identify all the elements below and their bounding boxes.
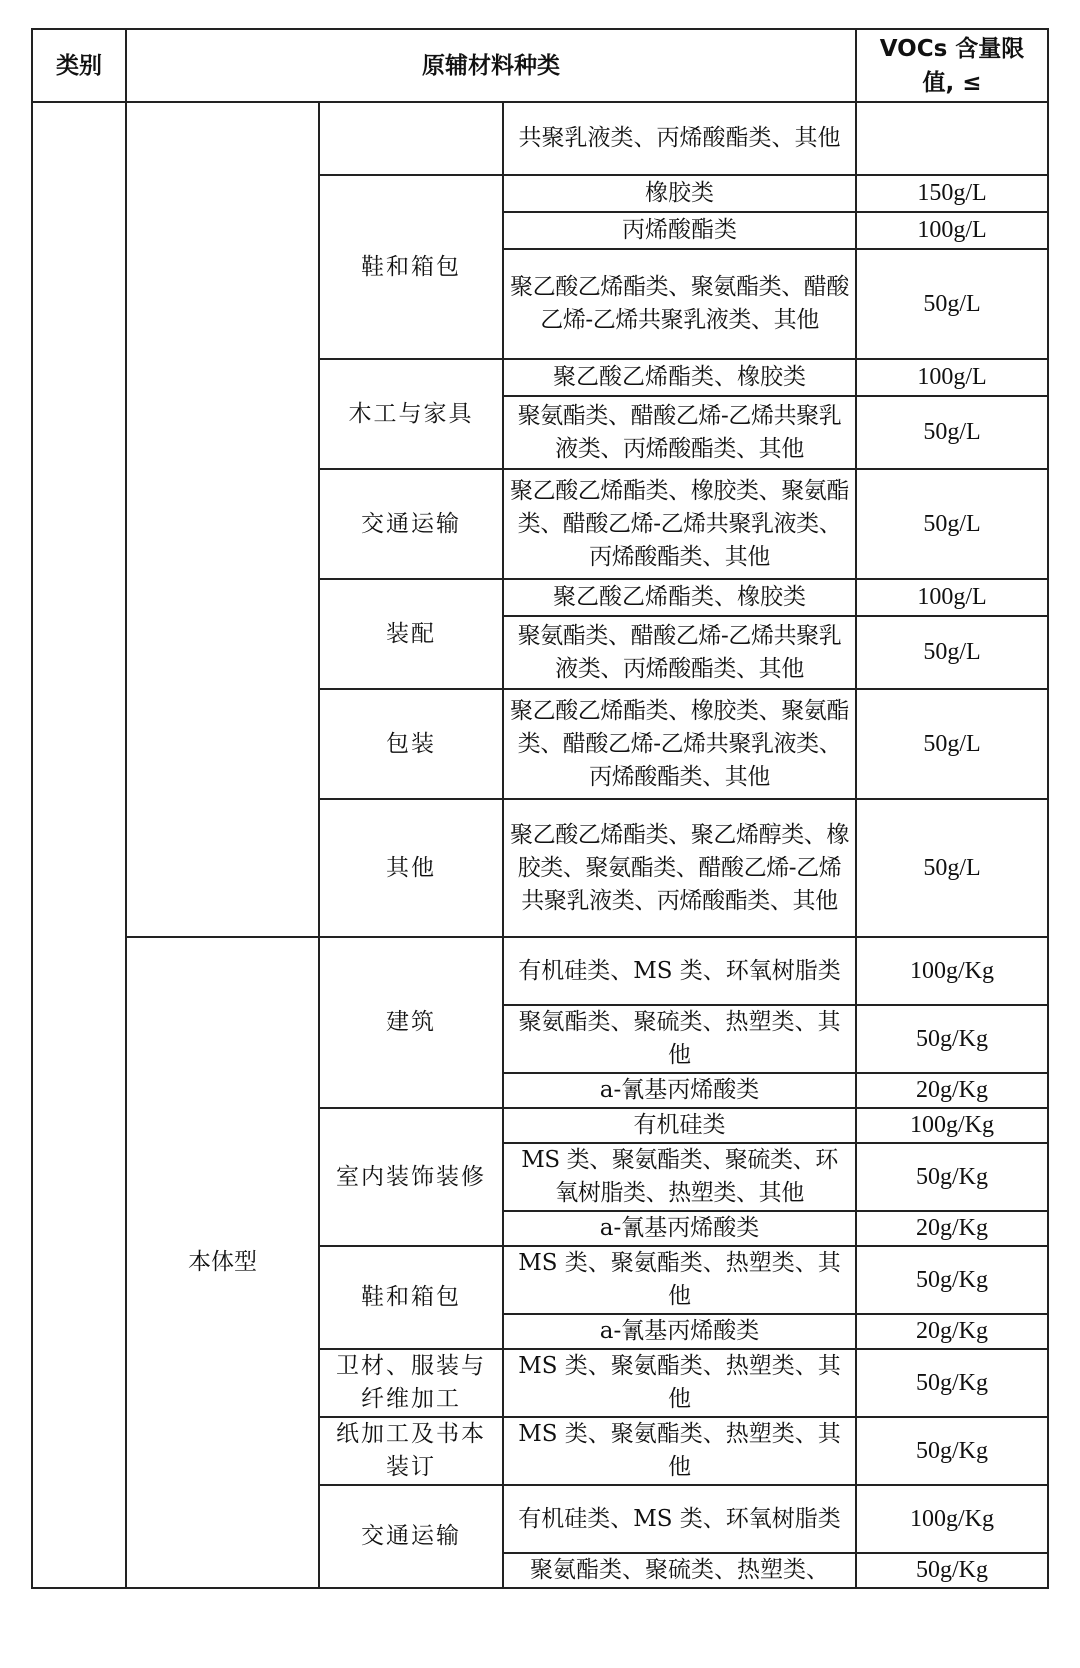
limit-cell: 50g/L (856, 396, 1048, 469)
material-cell: MS 类、聚氨酯类、聚硫类、环氧树脂类、热塑类、其他 (503, 1143, 856, 1211)
limit-cell: 50g/Kg (856, 1246, 1048, 1314)
limit-cell: 50g/L (856, 799, 1048, 937)
material-cell: MS 类、聚氨酯类、热塑类、其他 (503, 1349, 856, 1417)
material-cell: 聚氨酯类、聚硫类、热塑类、 (503, 1553, 856, 1588)
material-cell: MS 类、聚氨酯类、热塑类、其他 (503, 1246, 856, 1314)
material-cell: 有机硅类、MS 类、环氧树脂类 (503, 937, 856, 1005)
limit-cell: 100g/Kg (856, 1485, 1048, 1553)
limit-cell: 100g/Kg (856, 937, 1048, 1005)
material-cell: MS 类、聚氨酯类、热塑类、其他 (503, 1417, 856, 1485)
limit-cell: 100g/L (856, 579, 1048, 616)
voc-limits-table (31, 28, 1049, 1589)
category-cell (32, 102, 126, 1588)
subtype-cell-upper (126, 102, 319, 937)
application-cell: 建筑 (319, 937, 503, 1108)
material-cell: 聚乙酸乙烯酯类、橡胶类、聚氨酯类、醋酸乙烯-乙烯共聚乳液类、丙烯酸酯类、其他 (503, 469, 856, 579)
limit-cell: 50g/Kg (856, 1143, 1048, 1211)
application-cell: 交通运输 (319, 1485, 503, 1588)
limit-cell: 20g/Kg (856, 1314, 1048, 1349)
limit-cell: 100g/Kg (856, 1108, 1048, 1143)
limit-cell: 50g/Kg (856, 1553, 1048, 1588)
material-cell: 聚氨酯类、醋酸乙烯-乙烯共聚乳液类、丙烯酸酯类、其他 (503, 616, 856, 689)
table-row (32, 102, 1048, 175)
material-cell: 共聚乳液类、丙烯酸酯类、其他 (503, 102, 856, 175)
application-cell: 纸加工及书本装订 (319, 1417, 503, 1485)
limit-cell: 50g/Kg (856, 1005, 1048, 1073)
application-cell: 包装 (319, 689, 503, 799)
application-cell: 鞋和箱包 (319, 175, 503, 359)
application-cell: 卫材、服装与纤维加工 (319, 1349, 503, 1417)
limit-cell: 100g/L (856, 212, 1048, 249)
header-limit: VOCs 含量限值, ≤ (856, 29, 1048, 102)
application-cell: 装配 (319, 579, 503, 689)
limit-cell: 50g/Kg (856, 1349, 1048, 1417)
limit-cell: 50g/L (856, 689, 1048, 799)
material-cell: 聚乙酸乙烯酯类、聚氨酯类、醋酸乙烯-乙烯共聚乳液类、其他 (503, 249, 856, 359)
material-cell: 聚乙酸乙烯酯类、聚乙烯醇类、橡胶类、聚氨酯类、醋酸乙烯-乙烯共聚乳液类、丙烯酸酯类、其他 (503, 799, 856, 937)
application-cell: 交通运输 (319, 469, 503, 579)
limit-cell: 20g/Kg (856, 1073, 1048, 1108)
material-cell: 有机硅类 (503, 1108, 856, 1143)
application-cell: 室内装饰装修 (319, 1108, 503, 1246)
material-cell: 橡胶类 (503, 175, 856, 212)
limit-cell: 20g/Kg (856, 1211, 1048, 1246)
limit-cell: 50g/L (856, 616, 1048, 689)
limit-cell: 100g/L (856, 359, 1048, 396)
application-cell: 其他 (319, 799, 503, 937)
subtype-body-type: 本体型 (126, 937, 319, 1588)
material-cell: a-氰基丙烯酸类 (503, 1314, 856, 1349)
material-cell: 丙烯酸酯类 (503, 212, 856, 249)
material-cell: 聚乙酸乙烯酯类、橡胶类、聚氨酯类、醋酸乙烯-乙烯共聚乳液类、丙烯酸酯类、其他 (503, 689, 856, 799)
material-cell: a-氰基丙烯酸类 (503, 1211, 856, 1246)
limit-cell: 50g/L (856, 469, 1048, 579)
limit-cell: 150g/L (856, 175, 1048, 212)
material-cell: 聚氨酯类、聚硫类、热塑类、其他 (503, 1005, 856, 1073)
material-cell: a-氰基丙烯酸类 (503, 1073, 856, 1108)
material-cell: 聚乙酸乙烯酯类、橡胶类 (503, 579, 856, 616)
application-cell: 木工与家具 (319, 359, 503, 469)
limit-cell: 50g/L (856, 249, 1048, 359)
table-header-row (32, 29, 1048, 102)
application-cell (319, 102, 503, 175)
table-row (32, 937, 1048, 1005)
application-cell: 鞋和箱包 (319, 1246, 503, 1349)
material-cell: 聚氨酯类、醋酸乙烯-乙烯共聚乳液类、丙烯酸酯类、其他 (503, 396, 856, 469)
material-cell: 聚乙酸乙烯酯类、橡胶类 (503, 359, 856, 396)
limit-cell: 50g/Kg (856, 1417, 1048, 1485)
limit-cell (856, 102, 1048, 175)
header-material: 原辅材料种类 (126, 29, 856, 102)
material-cell: 有机硅类、MS 类、环氧树脂类 (503, 1485, 856, 1553)
header-category: 类别 (32, 29, 126, 102)
